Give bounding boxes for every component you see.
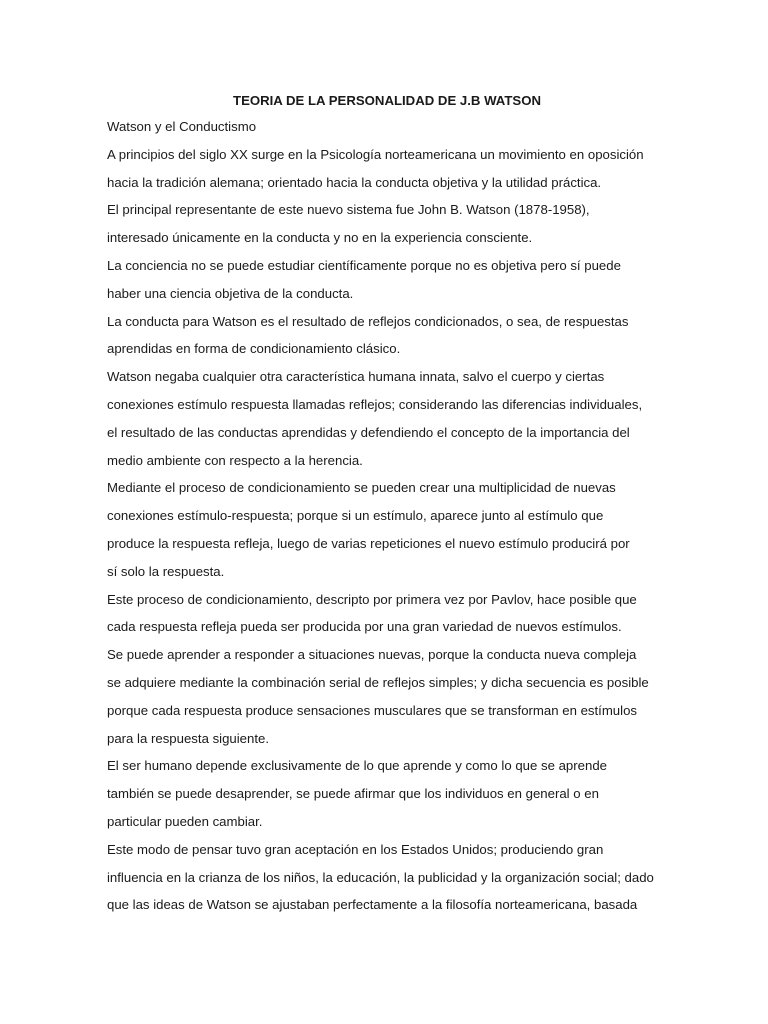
- text-line: La conciencia no se puede estudiar científicamente porque no es objetiva pero sí puede: [107, 257, 621, 273]
- text-line: conexiones estímulo respuesta llamadas reflejos; considerando las diferencias individuales,: [107, 396, 643, 412]
- text-line: La conducta para Watson es el resultado de reflejos condicionados, o sea, de respuestas: [107, 313, 629, 329]
- text-line: aprendidas en forma de condicionamiento clásico.: [107, 341, 401, 357]
- text-line: que las ideas de Watson se ajustaban perfectamente a la filosofía norteamericana, basada: [107, 897, 638, 913]
- text-line: Watson negaba cualquier otra característica humana innata, salvo el cuerpo y ciertas: [107, 369, 605, 385]
- text-line: el resultado de las conductas aprendidas y defendiendo el concepto de la importancia del: [107, 424, 630, 440]
- text-line: conexiones estímulo-respuesta; porque si un estímulo, aparece junto al estímulo que: [107, 508, 604, 524]
- text-line: Este proceso de condicionamiento, descripto por primera vez por Pavlov, hace posible que: [107, 591, 637, 607]
- text-line: El ser humano depende exclusivamente de lo que aprende y como lo que se aprende: [107, 758, 607, 774]
- text-line: Se puede aprender a responder a situaciones nuevas, porque la conducta nueva compleja: [107, 647, 637, 663]
- text-line: haber una ciencia objetiva de la conducta.: [107, 285, 354, 301]
- text-line: para la respuesta siguiente.: [107, 730, 270, 746]
- text-line: particular pueden cambiar.: [107, 813, 263, 829]
- text-line: porque cada respuesta produce sensaciones musculares que se transforman en estímulos: [107, 702, 637, 718]
- text-line: sí solo la respuesta.: [107, 563, 225, 579]
- text-line: medio ambiente con respecto a la herencia.: [107, 452, 363, 468]
- text-line: Mediante el proceso de condicionamiento se pueden crear una multiplicidad de nuevas: [107, 480, 616, 496]
- text-line: El principal representante de este nuevo sistema fue John B. Watson (1878-1958),: [107, 202, 590, 218]
- text-line: se adquiere mediante la combinación serial de reflejos simples; y dicha secuencia es posible: [107, 674, 649, 690]
- section-heading: Watson y el Conductismo: [107, 119, 257, 134]
- text-line: influencia en la crianza de los niños, la educación, la publicidad y la organización social; dado: [107, 869, 654, 885]
- document-title: TEORIA DE LA PERSONALIDAD DE J.B WATSON: [233, 93, 541, 108]
- text-line: hacia la tradición alemana; orientado hacia la conducta objetiva y la utilidad práctica.: [107, 174, 602, 190]
- text-line: Este modo de pensar tuvo gran aceptación en los Estados Unidos; produciendo gran: [107, 841, 604, 857]
- text-line: produce la respuesta refleja, luego de varias repeticiones el nuevo estímulo producirá por: [107, 535, 630, 551]
- text-line: interesado únicamente en la conducta y no en la experiencia consciente.: [107, 230, 533, 246]
- text-line: también se puede desaprender, se puede afirmar que los individuos en general o en: [107, 786, 599, 802]
- document-body: [107, 89, 667, 919]
- text-line: A principios del siglo XX surge en la Psicología norteamericana un movimiento en oposición: [107, 146, 644, 162]
- text-line: cada respuesta refleja pueda ser producida por una gran variedad de nuevos estímulos.: [107, 619, 622, 635]
